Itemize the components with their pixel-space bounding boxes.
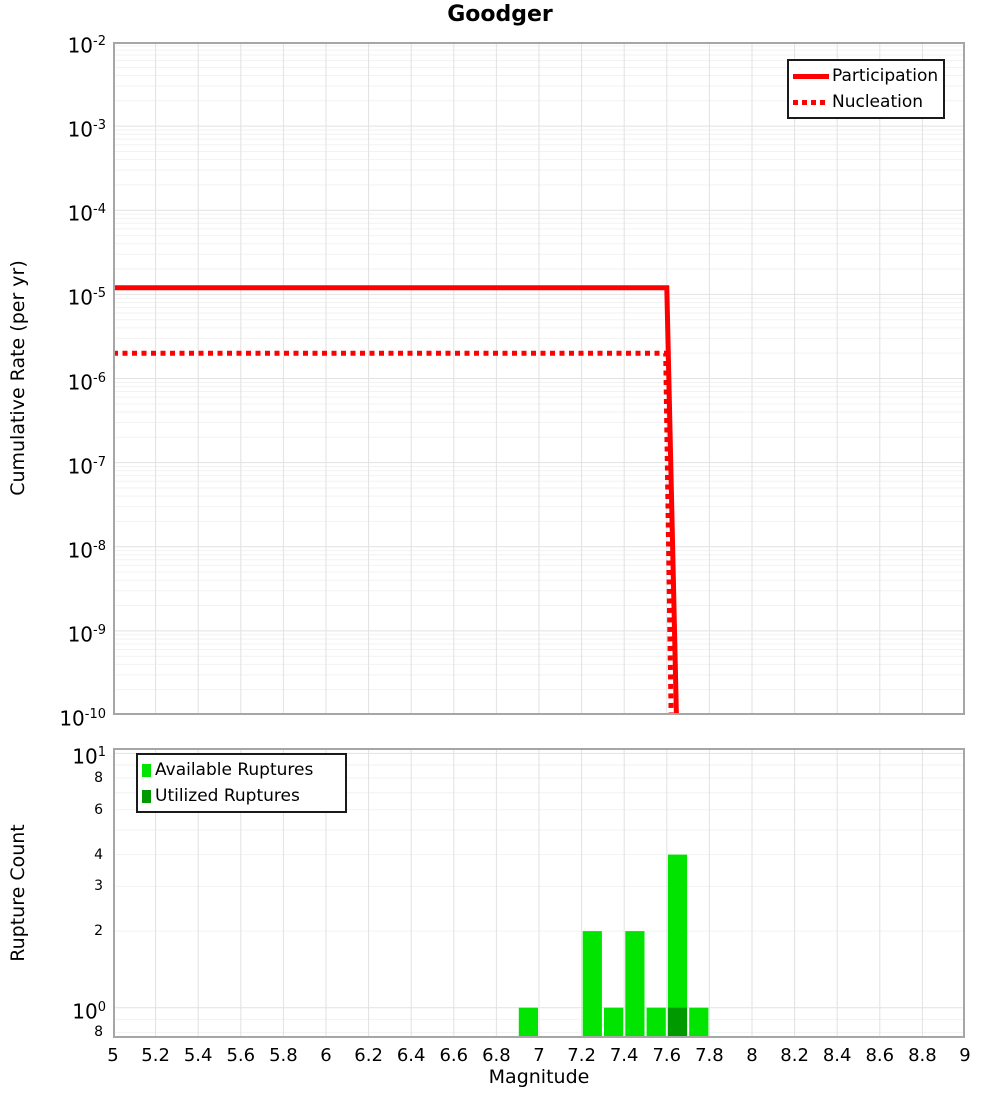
top-y-tick-label: $10^{-3}$ — [67, 117, 106, 142]
x-tick-label: 5 — [107, 1045, 119, 1066]
bottom-y-tick-label: 3 — [94, 878, 103, 895]
x-tick-label: 6.6 — [439, 1045, 469, 1066]
x-tick-label: 8.2 — [780, 1045, 809, 1066]
bottom-y-tick-label: 8 — [94, 1024, 103, 1041]
x-tick-label: 9 — [959, 1045, 971, 1066]
legend-item-nucleation — [793, 89, 939, 115]
x-tick-label: 6.8 — [482, 1045, 511, 1066]
legend-item-participation — [793, 63, 939, 89]
rupture-legend — [136, 753, 347, 813]
chart-title: Goodger — [447, 2, 553, 27]
x-tick-label: 6.2 — [354, 1045, 383, 1066]
bottom-y-tick-label: 8 — [94, 770, 103, 787]
bottom-y-tick-label: $10^1$ — [72, 745, 106, 770]
bottom-y-tick-label: 2 — [94, 923, 103, 940]
bottom-y-tick-label: 6 — [94, 801, 103, 818]
legend-label: Utilized Ruptures — [155, 786, 300, 806]
x-tick-label: 7 — [533, 1045, 545, 1066]
x-axis-title: Magnitude — [488, 1066, 590, 1088]
rate-legend — [787, 59, 945, 119]
participation-line-swatch — [793, 74, 829, 79]
bottom-y-tick-label: $10^0$ — [72, 999, 106, 1024]
available-ruptures-swatch — [142, 764, 151, 777]
top-y-tick-label: $10^{-8}$ — [67, 538, 106, 563]
x-tick-label: 7.4 — [609, 1045, 639, 1066]
available-bar — [647, 1008, 666, 1038]
utilized-bar — [668, 1008, 687, 1038]
x-tick-label: 7.8 — [695, 1045, 724, 1066]
available-bar — [689, 1008, 708, 1038]
top-y-tick-label: $10^{-2}$ — [67, 33, 106, 58]
legend-item-utilized — [142, 783, 341, 809]
top-y-axis-title: Cumulative Rate (per yr) — [7, 260, 29, 496]
bottom-y-tick-label: 4 — [94, 846, 103, 863]
legend-label: Nucleation — [832, 92, 924, 112]
top-y-tick-label: $10^{-5}$ — [67, 286, 106, 311]
legend-label: Available Ruptures — [155, 760, 314, 780]
x-tick-label: 6.4 — [396, 1045, 426, 1066]
top-y-tick-label: $10^{-4}$ — [67, 201, 106, 226]
x-tick-label: 5.6 — [226, 1045, 256, 1066]
x-tick-label: 6 — [320, 1045, 332, 1066]
x-tick-label: 7.6 — [652, 1045, 682, 1066]
x-tick-label: 5.4 — [183, 1045, 213, 1066]
top-y-tick-label: $10^{-10}$ — [59, 706, 106, 731]
top-chart-plot-area — [113, 42, 965, 715]
x-tick-label: 7.2 — [567, 1045, 596, 1066]
available-bar — [604, 1008, 623, 1038]
nucleation-line-swatch — [793, 100, 829, 105]
utilized-ruptures-swatch — [142, 790, 151, 803]
top-y-tick-label: $10^{-6}$ — [67, 370, 106, 395]
available-bar — [519, 1008, 538, 1038]
legend-item-available — [142, 757, 341, 783]
x-tick-label: 8.6 — [865, 1045, 895, 1066]
bottom-y-axis-title: Rupture Count — [7, 824, 29, 962]
available-bar — [583, 931, 602, 1038]
available-bar — [625, 931, 644, 1038]
x-tick-label: 5.8 — [269, 1045, 298, 1066]
legend-label: Participation — [832, 66, 939, 86]
x-tick-label: 5.2 — [141, 1045, 170, 1066]
x-tick-label: 8.4 — [822, 1045, 852, 1066]
x-tick-label: 8 — [746, 1045, 758, 1066]
nucleation-line — [113, 353, 671, 715]
top-y-tick-label: $10^{-9}$ — [67, 622, 106, 647]
x-tick-label: 8.8 — [908, 1045, 937, 1066]
top-y-tick-label: $10^{-7}$ — [67, 454, 106, 479]
